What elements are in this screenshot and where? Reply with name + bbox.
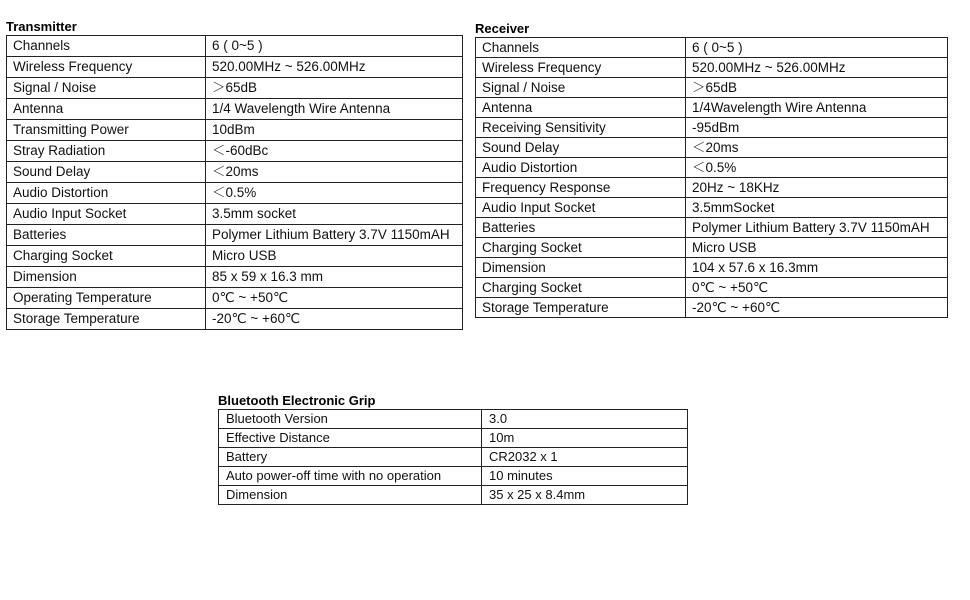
spec-label: Transmitting Power — [7, 120, 206, 141]
spec-value: 3.5mm socket — [206, 204, 463, 225]
spec-label: Storage Temperature — [476, 298, 686, 318]
table-row — [476, 58, 948, 78]
grip-spec-table — [218, 409, 688, 505]
spec-value: 3.0 — [482, 410, 688, 429]
spec-label: Charging Socket — [476, 278, 686, 298]
spec-label: Sound Delay — [7, 162, 206, 183]
table-row — [7, 246, 463, 267]
spec-value: 1/4 Wavelength Wire Antenna — [206, 99, 463, 120]
table-row — [476, 78, 948, 98]
table-row — [476, 158, 948, 178]
table-row — [476, 298, 948, 318]
table-row — [476, 178, 948, 198]
spec-value: CR2032 x 1 — [482, 448, 688, 467]
spec-label: Signal / Noise — [476, 78, 686, 98]
receiver-section — [475, 21, 948, 318]
spec-label: Dimension — [7, 267, 206, 288]
spec-label: Stray Radiation — [7, 141, 206, 162]
spec-value: 6 ( 0~5 ) — [206, 36, 463, 57]
spec-label: Sound Delay — [476, 138, 686, 158]
spec-value: 1/4Wavelength Wire Antenna — [686, 98, 948, 118]
spec-label: Channels — [476, 38, 686, 58]
spec-value: Micro USB — [686, 238, 948, 258]
spec-value: 35 x 25 x 8.4mm — [482, 486, 688, 505]
table-row — [219, 429, 688, 448]
spec-value: -20℃ ~ +60℃ — [206, 309, 463, 330]
table-row — [476, 98, 948, 118]
table-row — [7, 141, 463, 162]
spec-label: Wireless Frequency — [476, 58, 686, 78]
table-row — [476, 278, 948, 298]
table-row — [7, 204, 463, 225]
spec-value: ＜20ms — [206, 162, 463, 183]
spec-value: ＜-60dBc — [206, 141, 463, 162]
spec-value: 520.00MHz ~ 526.00MHz — [686, 58, 948, 78]
spec-value: Polymer Lithium Battery 3.7V 1150mAH — [206, 225, 463, 246]
spec-value: ＜20ms — [686, 138, 948, 158]
spec-label: Dimension — [219, 486, 482, 505]
table-row — [476, 218, 948, 238]
spec-label: Effective Distance — [219, 429, 482, 448]
spec-label: Batteries — [7, 225, 206, 246]
spec-label: Audio Input Socket — [7, 204, 206, 225]
spec-label: Signal / Noise — [7, 78, 206, 99]
spec-value: ＞65dB — [206, 78, 463, 99]
table-row — [7, 183, 463, 204]
receiver-title: Receiver — [475, 21, 530, 36]
spec-value: 3.5mmSocket — [686, 198, 948, 218]
spec-label: Receiving Sensitivity — [476, 118, 686, 138]
spec-value: 10dBm — [206, 120, 463, 141]
spec-label: Audio Distortion — [7, 183, 206, 204]
spec-value: 20Hz ~ 18KHz — [686, 178, 948, 198]
spec-label: Antenna — [7, 99, 206, 120]
spec-label: Antenna — [476, 98, 686, 118]
spec-label: Auto power-off time with no operation — [219, 467, 482, 486]
spec-value: -20℃ ~ +60℃ — [686, 298, 948, 318]
spec-value: Micro USB — [206, 246, 463, 267]
spec-label: Bluetooth Version — [219, 410, 482, 429]
spec-value: ＞65dB — [686, 78, 948, 98]
transmitter-spec-table — [6, 35, 463, 330]
table-row — [476, 118, 948, 138]
spec-label: Batteries — [476, 218, 686, 238]
table-row — [7, 57, 463, 78]
table-row — [7, 78, 463, 99]
spec-value: 85 x 59 x 16.3 mm — [206, 267, 463, 288]
spec-value: 0℃ ~ +50℃ — [206, 288, 463, 309]
table-row — [7, 162, 463, 183]
grip-title: Bluetooth Electronic Grip — [218, 393, 376, 408]
spec-value: 10 minutes — [482, 467, 688, 486]
table-row — [219, 448, 688, 467]
table-row — [7, 267, 463, 288]
table-row — [7, 288, 463, 309]
table-row — [7, 309, 463, 330]
spec-label: Frequency Response — [476, 178, 686, 198]
spec-label: Operating Temperature — [7, 288, 206, 309]
table-row — [7, 36, 463, 57]
table-row — [476, 258, 948, 278]
spec-value: 104 x 57.6 x 16.3mm — [686, 258, 948, 278]
spec-label: Charging Socket — [7, 246, 206, 267]
spec-value: ＜0.5% — [686, 158, 948, 178]
transmitter-section — [6, 19, 463, 330]
receiver-spec-table — [475, 37, 948, 318]
spec-label: Wireless Frequency — [7, 57, 206, 78]
table-row — [476, 138, 948, 158]
spec-value: Polymer Lithium Battery 3.7V 1150mAH — [686, 218, 948, 238]
grip-section — [218, 393, 688, 505]
spec-label: Audio Distortion — [476, 158, 686, 178]
spec-label: Charging Socket — [476, 238, 686, 258]
spec-label: Audio Input Socket — [476, 198, 686, 218]
spec-value: -95dBm — [686, 118, 948, 138]
table-row — [7, 225, 463, 246]
table-row — [219, 410, 688, 429]
table-row — [219, 467, 688, 486]
table-row — [476, 198, 948, 218]
table-row — [7, 99, 463, 120]
table-row — [476, 38, 948, 58]
table-row — [476, 238, 948, 258]
spec-label: Battery — [219, 448, 482, 467]
spec-value: 6 ( 0~5 ) — [686, 38, 948, 58]
spec-label: Storage Temperature — [7, 309, 206, 330]
spec-value: 520.00MHz ~ 526.00MHz — [206, 57, 463, 78]
spec-label: Dimension — [476, 258, 686, 278]
spec-value: ＜0.5% — [206, 183, 463, 204]
spec-value: 0℃ ~ +50℃ — [686, 278, 948, 298]
transmitter-title: Transmitter — [6, 19, 77, 34]
spec-value: 10m — [482, 429, 688, 448]
table-row — [219, 486, 688, 505]
spec-label: Channels — [7, 36, 206, 57]
table-row — [7, 120, 463, 141]
